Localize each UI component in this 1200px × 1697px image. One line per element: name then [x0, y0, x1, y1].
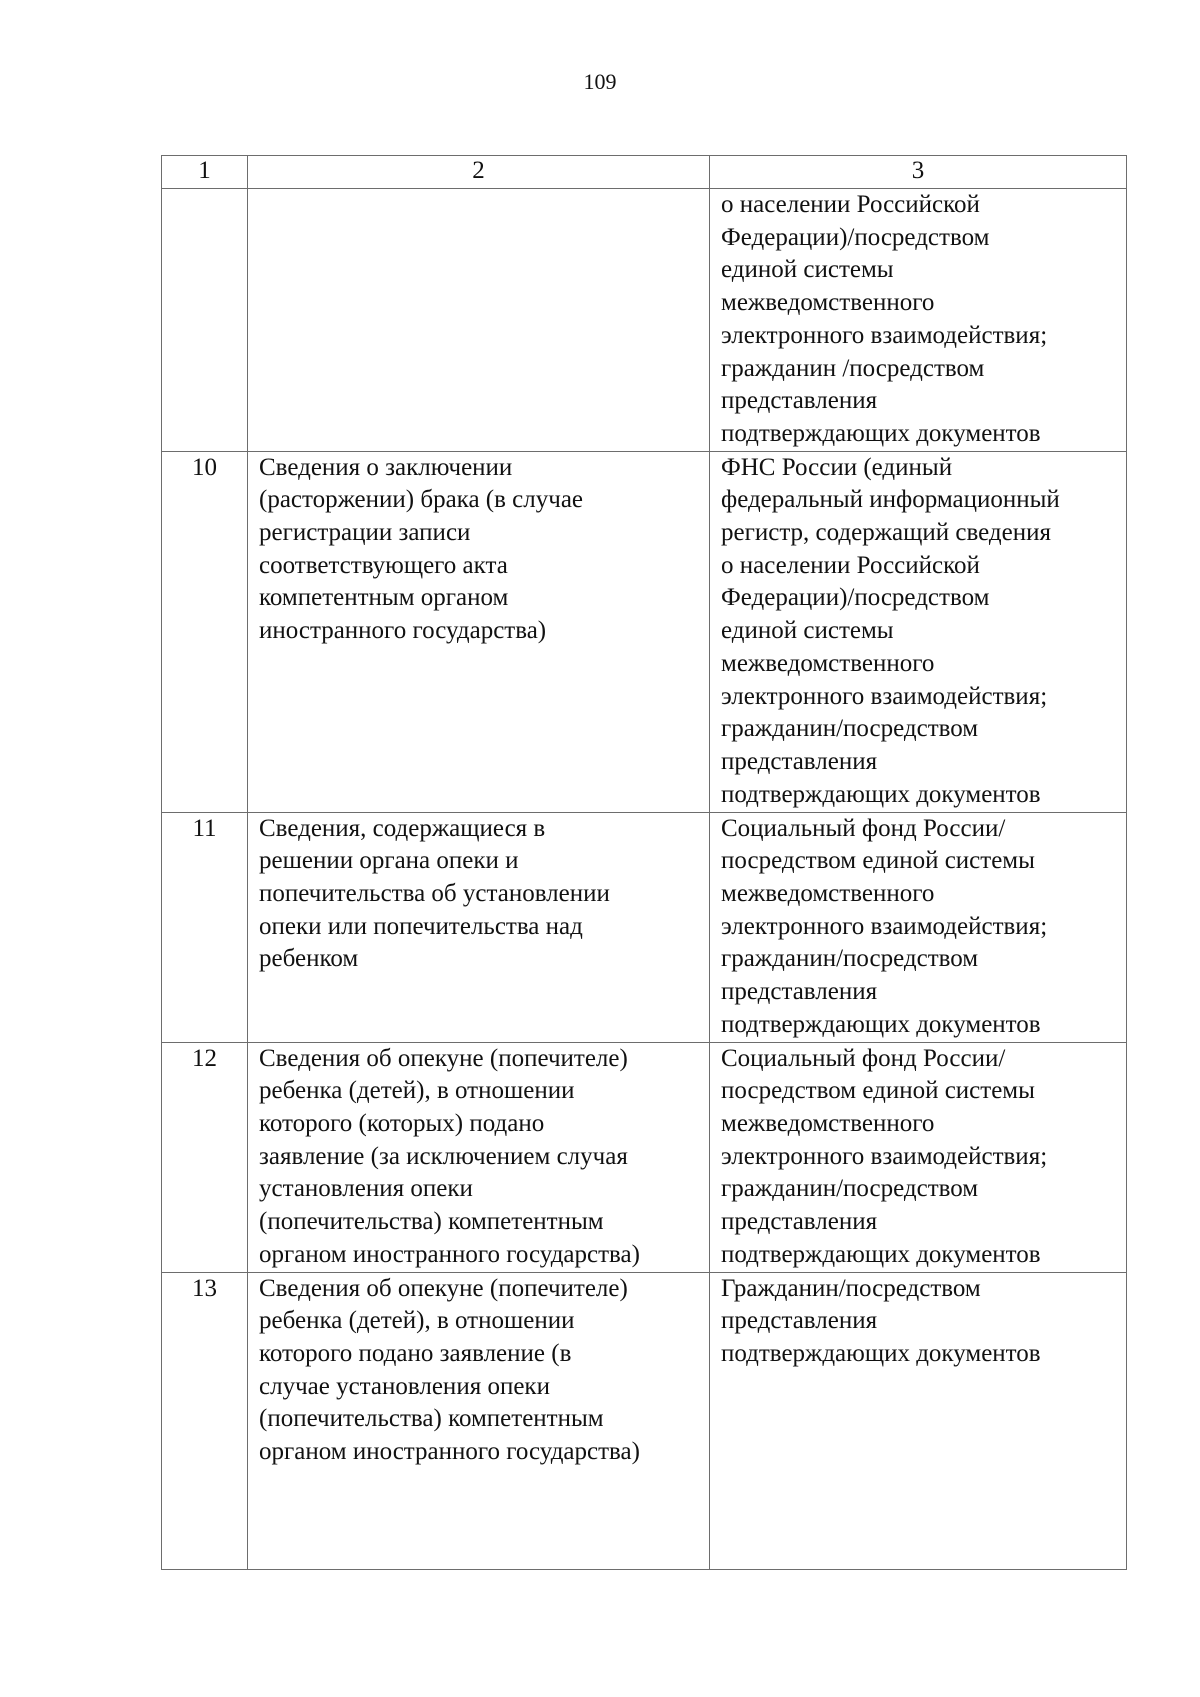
row-number-cell: 13 [162, 1272, 248, 1569]
row-number-cell: 10 [162, 451, 248, 812]
cell-text-line: о населении Российской [721, 191, 980, 218]
cell-text-line: заявление (за исключением случая [259, 1142, 628, 1170]
column-header-3: 3 [710, 156, 1127, 189]
cell-text-line: представления [721, 1208, 878, 1236]
cell-text-line: представления [721, 387, 878, 415]
cell-text-line: подтверждающих документов [721, 780, 1041, 808]
cell-text-line: установления опеки [259, 1175, 473, 1203]
table-header-row [162, 156, 1127, 189]
row-number-cell: 11 [162, 812, 248, 1042]
cell-text-line: регистр, содержащий сведения [721, 519, 1051, 547]
document-table [161, 155, 1127, 1570]
table-row-continuation [162, 189, 1127, 452]
cell-text-line: межведомственного [721, 1110, 935, 1138]
source-cell [710, 1042, 1127, 1272]
cell-text-line: гражданин /посредством [721, 354, 985, 382]
cell-text-line: электронного взаимодействия; [721, 1142, 1048, 1170]
cell-text-line: о населении Российской [721, 551, 980, 579]
row-number-cell [162, 189, 248, 452]
description-cell [248, 812, 710, 1042]
row-number-cell: 12 [162, 1042, 248, 1272]
cell-text-line: межведомственного [721, 880, 935, 908]
cell-text-line: органом иностранного государства) [259, 1240, 640, 1268]
cell-text-line: Социальный фонд России/ [721, 1044, 1006, 1072]
table-row [162, 1272, 1127, 1569]
cell-text-line: межведомственного [721, 649, 935, 677]
cell-text-line: гражданин/посредством [721, 715, 979, 743]
cell-text-line: (попечительства) компетентным [259, 1208, 604, 1236]
cell-text-line: межведомственного [721, 289, 935, 317]
cell-text-line: случае установления опеки [259, 1372, 550, 1400]
column-header-1: 1 [162, 156, 248, 189]
table-row [162, 812, 1127, 1042]
cell-text-line: (попечительства) компетентным [259, 1405, 604, 1433]
source-cell [710, 1272, 1127, 1569]
cell-text-line: гражданин/посредством [721, 945, 979, 973]
cell-text-line: Федерации)/посредством [721, 584, 990, 612]
cell-text-line: ребенка (детей), в отношении [259, 1077, 575, 1105]
cell-text-line: федеральный информационный [721, 486, 1060, 514]
cell-text-line: представления [721, 978, 878, 1006]
cell-text-line: опеки или попечительства над [259, 912, 583, 940]
cell-text-line: (расторжении) брака (в случае [259, 486, 584, 514]
cell-text-line: представления [721, 747, 878, 775]
cell-text-line: которого подано заявление (в [259, 1340, 572, 1368]
cell-text-line: электронного взаимодействия; [721, 321, 1048, 349]
cell-text-line: Сведения о заключении [259, 453, 513, 481]
column-header-2: 2 [248, 156, 710, 189]
description-cell [248, 189, 710, 452]
cell-text-line: Федерации)/посредством [721, 223, 990, 251]
table-body [162, 156, 1127, 1570]
source-cell [710, 189, 1127, 452]
cell-text-line: посредством единой системы [721, 847, 1035, 875]
cell-text-line: подтверждающих документов [721, 1010, 1041, 1038]
cell-text-line: Сведения об опекуне (попечителе) [259, 1044, 628, 1072]
description-cell [248, 1042, 710, 1272]
cell-text-line: Социальный фонд России/ [721, 814, 1006, 842]
cell-text-line: попечительства об установлении [259, 880, 610, 908]
cell-text-line: решении органа опеки и [259, 847, 519, 875]
cell-text-line: ребенком [259, 945, 359, 973]
description-cell [248, 451, 710, 812]
cell-text-line: Гражданин/посредством [721, 1274, 981, 1302]
cell-text-line: которого (которых) подано [259, 1110, 545, 1138]
page-number: 109 [583, 69, 617, 94]
cell-text-line: представления [721, 1307, 878, 1335]
table-row [162, 1042, 1127, 1272]
cell-text-line: единой системы [721, 617, 894, 645]
cell-text-line: посредством единой системы [721, 1077, 1035, 1105]
cell-text-line: органом иностранного государства) [259, 1438, 640, 1466]
table-row [162, 451, 1127, 812]
source-cell [710, 451, 1127, 812]
cell-text-line: единой системы [721, 256, 894, 284]
cell-text-line: компетентным органом [259, 584, 509, 612]
cell-text-line: Сведения, содержащиеся в [259, 814, 546, 842]
cell-text-line: электронного взаимодействия; [721, 682, 1048, 710]
cell-text-line: ФНС России (единый [721, 453, 953, 481]
cell-text-line: ребенка (детей), в отношении [259, 1307, 575, 1335]
source-cell [710, 812, 1127, 1042]
cell-text-line: гражданин/посредством [721, 1175, 979, 1203]
cell-text-line: подтверждающих документов [721, 1240, 1041, 1268]
cell-text-line: подтверждающих документов [721, 419, 1041, 447]
description-cell [248, 1272, 710, 1569]
cell-text-line: регистрации записи [259, 519, 471, 547]
cell-text-line: подтверждающих документов [721, 1340, 1041, 1368]
cell-text-line: электронного взаимодействия; [721, 912, 1048, 940]
cell-text-line: иностранного государства) [259, 617, 547, 645]
cell-text-line: Сведения об опекуне (попечителе) [259, 1274, 628, 1302]
cell-text-line: соответствующего акта [259, 551, 508, 579]
